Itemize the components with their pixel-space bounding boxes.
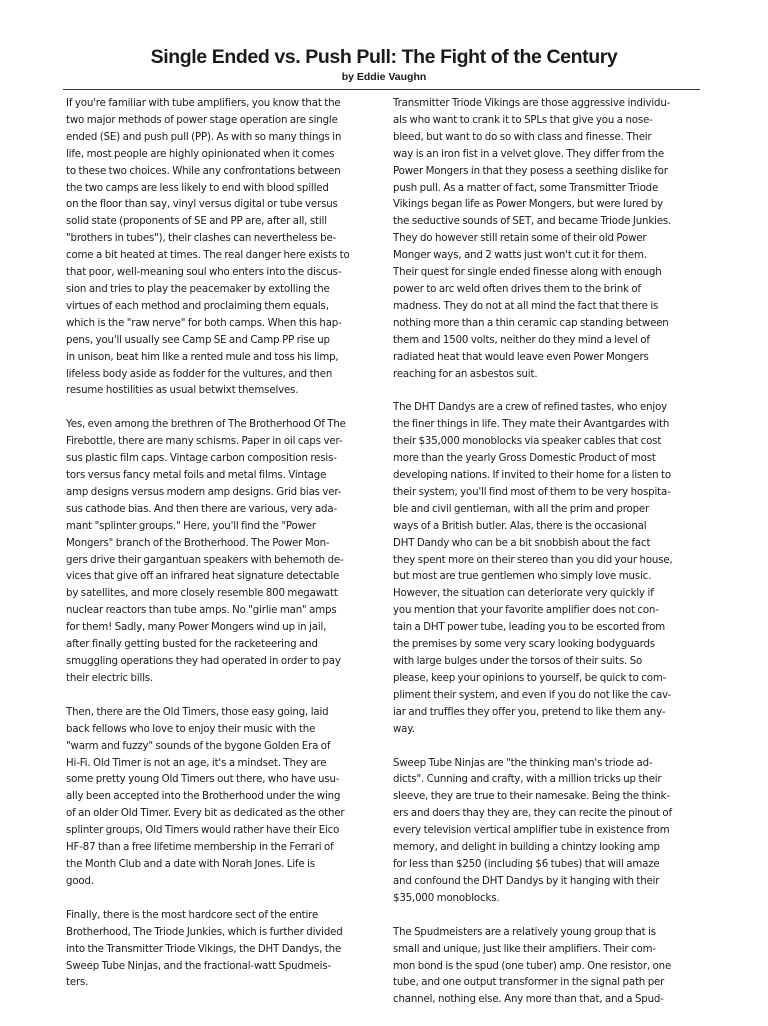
text-line: $35,000 monoblocks.: [393, 892, 500, 904]
text-line: radiated heat that would leave even Power Mongers: [393, 351, 649, 363]
text-line: madness. They do not at all mind the fact that there is: [393, 300, 659, 312]
text-line: Transmitter Triode Vikings are those aggressive individu-: [393, 98, 671, 109]
text-line: iar and truffles they offer you, pretend to like them any-: [393, 706, 666, 718]
text-line: The DHT Dandys are a crew of refined tastes, who enjoy: [393, 402, 668, 414]
text-line: reaching for an asbestos suit.: [393, 368, 538, 380]
text-line: of an older Old Timer. Every bit as dedicated as the other: [66, 808, 345, 820]
text-line: ters.: [66, 977, 89, 989]
text-line: dicts". Cunning and crafty, with a million tricks up their: [393, 774, 662, 786]
text-line: channel, nothing else. Any more than that, and a Spud-: [393, 994, 664, 1006]
text-line: way.: [393, 723, 415, 735]
paragraph: [66, 908, 376, 993]
text-line: sleeve, they are true to their namesake. Being the think-: [393, 791, 670, 803]
text-line: Firebottle, there are many schisms. Paper in oil caps ver-: [66, 436, 343, 448]
text-line: amp designs versus modern amp designs. Grid bias ver-: [66, 486, 342, 498]
text-line: with large bulges under the torsos of their suits. So: [393, 656, 643, 667]
text-line: in unison, beat him like a rented mule and toss his limp,: [66, 351, 339, 363]
text-line: resume hostilities as usual betwixt themselves.: [66, 385, 299, 397]
text-line: splinter groups, Old Timers would rather have their Eico: [66, 825, 340, 837]
text-line: small and unique, just like their amplifiers. Their com-: [393, 943, 656, 955]
text-line: the seductive sounds of SET, and became Triode Junkies.: [393, 216, 672, 228]
text-line: some pretty young Old Timers out there, who have usu-: [66, 774, 340, 786]
article-title: Single Ended vs. Push Pull: The Fight of the Century: [150, 46, 618, 68]
text-line: back fellows who love to enjoy their music with the: [66, 723, 316, 735]
text-line: tain a DHT power tube, leading you to be escorted from: [393, 622, 665, 634]
text-line: to these two choices. While any confrontations between: [66, 165, 341, 177]
text-line: If you're familiar with tube amplifiers, you know that the: [66, 98, 341, 109]
text-line: They do however still retain some of their old Power: [393, 233, 647, 245]
text-line: please, keep your opinions to yourself, be quick to com-: [393, 672, 667, 684]
text-line: nothing more than a thin ceramic cap standing between: [393, 317, 669, 329]
text-line: DHT Dandy who can be a bit snobbish about the fact: [393, 537, 651, 549]
text-line: ers and doers thay they are, they can recite the pinout of: [393, 808, 672, 820]
text-line: that poor, well-meaning soul who enters into the discus-: [66, 267, 342, 279]
text-line: their $35,000 monoblocks via speaker cables that cost: [393, 436, 662, 448]
right-column: [393, 96, 703, 1026]
article-byline: by Eddie Vaughn: [341, 71, 427, 83]
text-line: for less than $250 (including $6 tubes) that will amaze: [393, 858, 660, 870]
text-line: Mongers" branch of the Brotherhood. The Power Mon-: [66, 537, 330, 549]
paragraph: [393, 925, 703, 1010]
text-line: the Month Club and a date with Norah Jones. Life is: [66, 858, 315, 870]
text-line: power to arc weld often drives them to the brink of: [393, 283, 641, 295]
text-line: ally been accepted into the Brotherhood under the wing: [66, 791, 341, 803]
text-line: Finally, there is the most hardcore sect of the entire: [66, 909, 319, 921]
text-line: them and 1500 volts, neither do they mind a level of: [393, 334, 650, 346]
text-line: which is the "raw nerve" for both camps. When this hap-: [66, 317, 342, 329]
text-line: come a bit heated at times. The real danger here exists to: [66, 250, 350, 262]
text-line: their system, you'll find most of them to be very hospita-: [393, 486, 671, 498]
text-line: their electric bills.: [66, 672, 154, 684]
text-line: ways of a British butler. Alas, there is the occasional: [393, 520, 647, 532]
text-line: Monger ways, and 2 watts just won't cut it for them.: [393, 250, 647, 262]
text-line: by satellites, and more closely resemble 800 megawatt: [66, 588, 338, 600]
text-line: good.: [66, 875, 94, 887]
text-line: way is an iron fist in a velvet glove. They differ from the: [393, 148, 664, 160]
text-line: sus plastic film caps. Vintage carbon composition resis-: [66, 453, 337, 465]
text-line: more than the yearly Gross Domestic Product of most: [393, 453, 656, 465]
title-divider: [63, 89, 700, 90]
text-line: developing nations. If invited to their home for a listen to: [393, 470, 671, 482]
text-line: sus cathode bias. And then there are various, very ada-: [66, 503, 337, 515]
text-line: two major methods of power stage operation are single: [66, 114, 338, 126]
text-line: you mention that your favorite amplifier does not con-: [393, 605, 659, 617]
text-line: Vikings began life as Power Mongers, but were lured by: [393, 199, 664, 211]
text-line: Brotherhood, The Triode Junkies, which is further divided: [66, 926, 343, 938]
text-line: mon bond is the spud (one tuber) amp. One resistor, one: [393, 960, 672, 972]
text-line: gers drive their gargantuan speakers with behemoth de-: [66, 554, 344, 566]
text-line: Hi-Fi. Old Timer is not an age, it's a mindset. They are: [66, 757, 327, 769]
text-line: bleed, but want to do so with class and finesse. Their: [393, 131, 652, 143]
text-line: Sweep Tube Ninjas are "the thinking man's triode ad-: [393, 757, 653, 769]
text-line: Sweep Tube Ninjas, and the fractional-watt Spudmeis-: [66, 960, 332, 972]
text-line: for them! Sadly, many Power Mongers wind up in jail,: [66, 622, 327, 634]
paragraph: [66, 417, 376, 688]
text-line: tube, and one output transformer in the signal path per: [393, 977, 665, 989]
text-line: Then, there are the Old Timers, those easy going, laid: [66, 706, 329, 718]
text-line: mant "splinter groups." Here, you'll find the "Power: [66, 520, 316, 532]
text-line: the premises by some very scary looking bodyguards: [393, 639, 655, 651]
text-line: after finally getting busted for the racketeering and: [66, 639, 318, 651]
text-line: vices that give off an infrared heat signature detectable: [66, 571, 340, 583]
left-column: [66, 96, 376, 1009]
paragraph: [393, 400, 703, 738]
text-line: the finer things in life. They mate their Avantgardes with: [393, 419, 670, 431]
text-line: memory, and delight in building a chintzy looking amp: [393, 842, 660, 854]
text-line: als who want to crank it to SPLs that give you a nose-: [393, 114, 653, 126]
text-line: lifeless body aside as fodder for the vultures, and then: [66, 368, 333, 380]
text-line: every television vertical amplifier tube in existence from: [393, 825, 670, 837]
text-line: they spent more on their stereo than you did your house,: [393, 554, 673, 566]
text-line: virtues of each method and proclaiming them equals,: [66, 300, 329, 312]
text-line: pens, you'll usually see Camp SE and Camp PP rise up: [66, 334, 330, 346]
text-line: smuggling operations they had operated in order to pay: [66, 656, 341, 667]
paragraph: [393, 96, 703, 383]
text-line: Yes, even among the brethren of The Brotherhood Of The: [66, 419, 346, 431]
text-line: push pull. As a matter of fact, some Transmitter Triode: [393, 182, 659, 194]
text-line: solid state (proponents of SE and PP are, after all, still: [66, 216, 327, 228]
text-line: ble and civil gentleman, with all the prim and proper: [393, 503, 650, 515]
text-line: but most are true gentlemen who simply love music.: [393, 571, 652, 583]
text-line: the two camps are less likely to end with blood spilled: [66, 182, 329, 194]
paragraph: [393, 756, 703, 908]
text-line: on the floor than say, vinyl versus digital or tube versus: [66, 199, 338, 211]
paragraph: [66, 705, 376, 891]
text-line: ended (SE) and push pull (PP). As with so many things in: [66, 131, 342, 143]
text-line: HF-87 than a free lifetime membership in the Ferrari of: [66, 842, 334, 854]
text-line: and confound the DHT Dandys by it hanging with their: [393, 875, 660, 887]
text-line: pliment their system, and even if you do not like the cav-: [393, 689, 672, 701]
text-line: The Spudmeisters are a relatively young group that is: [393, 926, 656, 938]
text-line: nuclear reactors than tube amps. No "girlie man" amps: [66, 605, 337, 617]
text-line: Their quest for single ended finesse along with enough: [393, 267, 662, 279]
text-line: However, the situation can deteriorate very quickly if: [393, 588, 654, 600]
text-line: into the Transmitter Triode Vikings, the DHT Dandys, the: [66, 943, 342, 955]
paragraph: [66, 96, 376, 400]
text-line: sion and tries to play the peacemaker by extolling the: [66, 283, 330, 295]
text-line: "brothers in tubes"), their clashes can nevertheless be-: [66, 233, 337, 245]
text-line: Power Mongers in that they posess a seething dislike for: [393, 165, 668, 177]
text-line: tors versus fancy metal foils and metal films. Vintage: [66, 470, 327, 482]
text-line: life, most people are highly opinionated when it comes: [66, 148, 335, 160]
text-line: "warm and fuzzy" sounds of the bygone Golden Era of: [66, 740, 331, 752]
